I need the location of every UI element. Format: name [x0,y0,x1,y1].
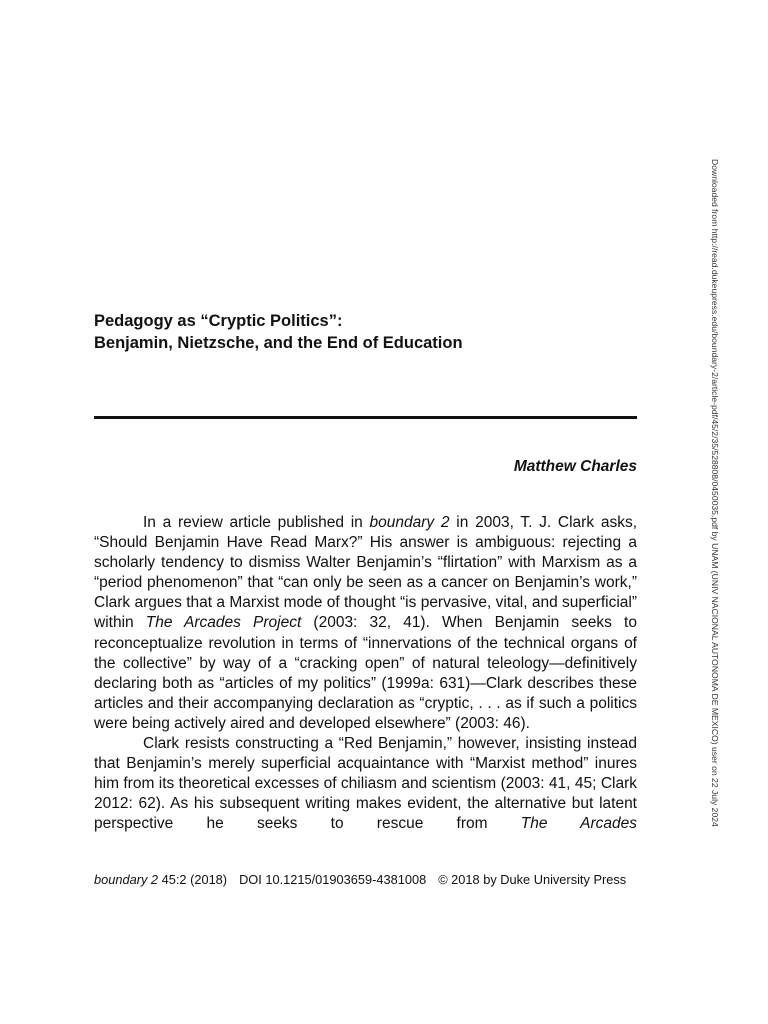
article-body [94,513,637,835]
author-name: Matthew Charles [513,458,637,475]
italic-text: The Arcades [520,815,637,833]
page-footer [94,872,654,887]
body-paragraph [94,734,637,834]
download-notice: Downloaded from http://read.dukeupress.edu/boundary-2/article-pdf/45/2/35/528808/0450035.pdf by UNAM (UNIV NACIONAL AUTONOMA DE MEXICO) user on 22 July 2024 [710,159,720,827]
article-title [94,311,654,354]
footer-copyright: © 2018 by Duke University Press [438,872,627,887]
title-line-2: Benjamin, Nietzsche, and the End of Education [94,333,463,352]
footer-journal: boundary 2 [94,872,159,887]
footer-issue: 45:2 (2018) [161,872,228,887]
body-text: Clark resists constructing a “Red Benjamin,” however, insisting instead that Benjamin’s merely superficial acquaintance with “Marxist method” inures him from its theoretical excesses of chiliasm and scientism (2003: 41, 45; Clark 2012: 62). As his subsequent writing makes evident, the alternative but latent perspective he seeks to rescue from [94,735,637,833]
italic-text: boundary 2 [369,514,450,531]
italic-text: The Arcades Project [145,614,302,632]
body-paragraph [94,513,637,734]
title-rule [94,416,637,419]
body-text: In a review article published in [143,514,370,531]
body-text: in 2003, T. J. Clark asks, “Should Benjamin Have Read Marx?” His answer is ambiguous: rejecting a scholarly tendency to dismiss Walter Benjamin’s “flirtation” with Marxism as a “period phenomenon” that “can only be seen as a cancer on Benjamin’s work,” Clark argues that a Marxist mode of thought “is pervasive, vital, and superficial” within [94,514,638,632]
footer-doi: DOI 10.1215/01903659-4381008 [239,872,427,887]
body-text: (2003: 32, 41). When Benjamin seeks to reconceptualize revolution in terms of “innervations of the technical organs of the collective” by way of a “cracking open” of natural teleology—definitively declaring both as “articles of my politics” (1999a: 631)—Clark describes these articles and their accompanying declaration as “cryptic, . . . as if such a politics were being actively aired and developed elsewhere” (2003: 46). [94,614,637,732]
title-line-1: Pedagogy as “Cryptic Politics”: [94,312,343,330]
